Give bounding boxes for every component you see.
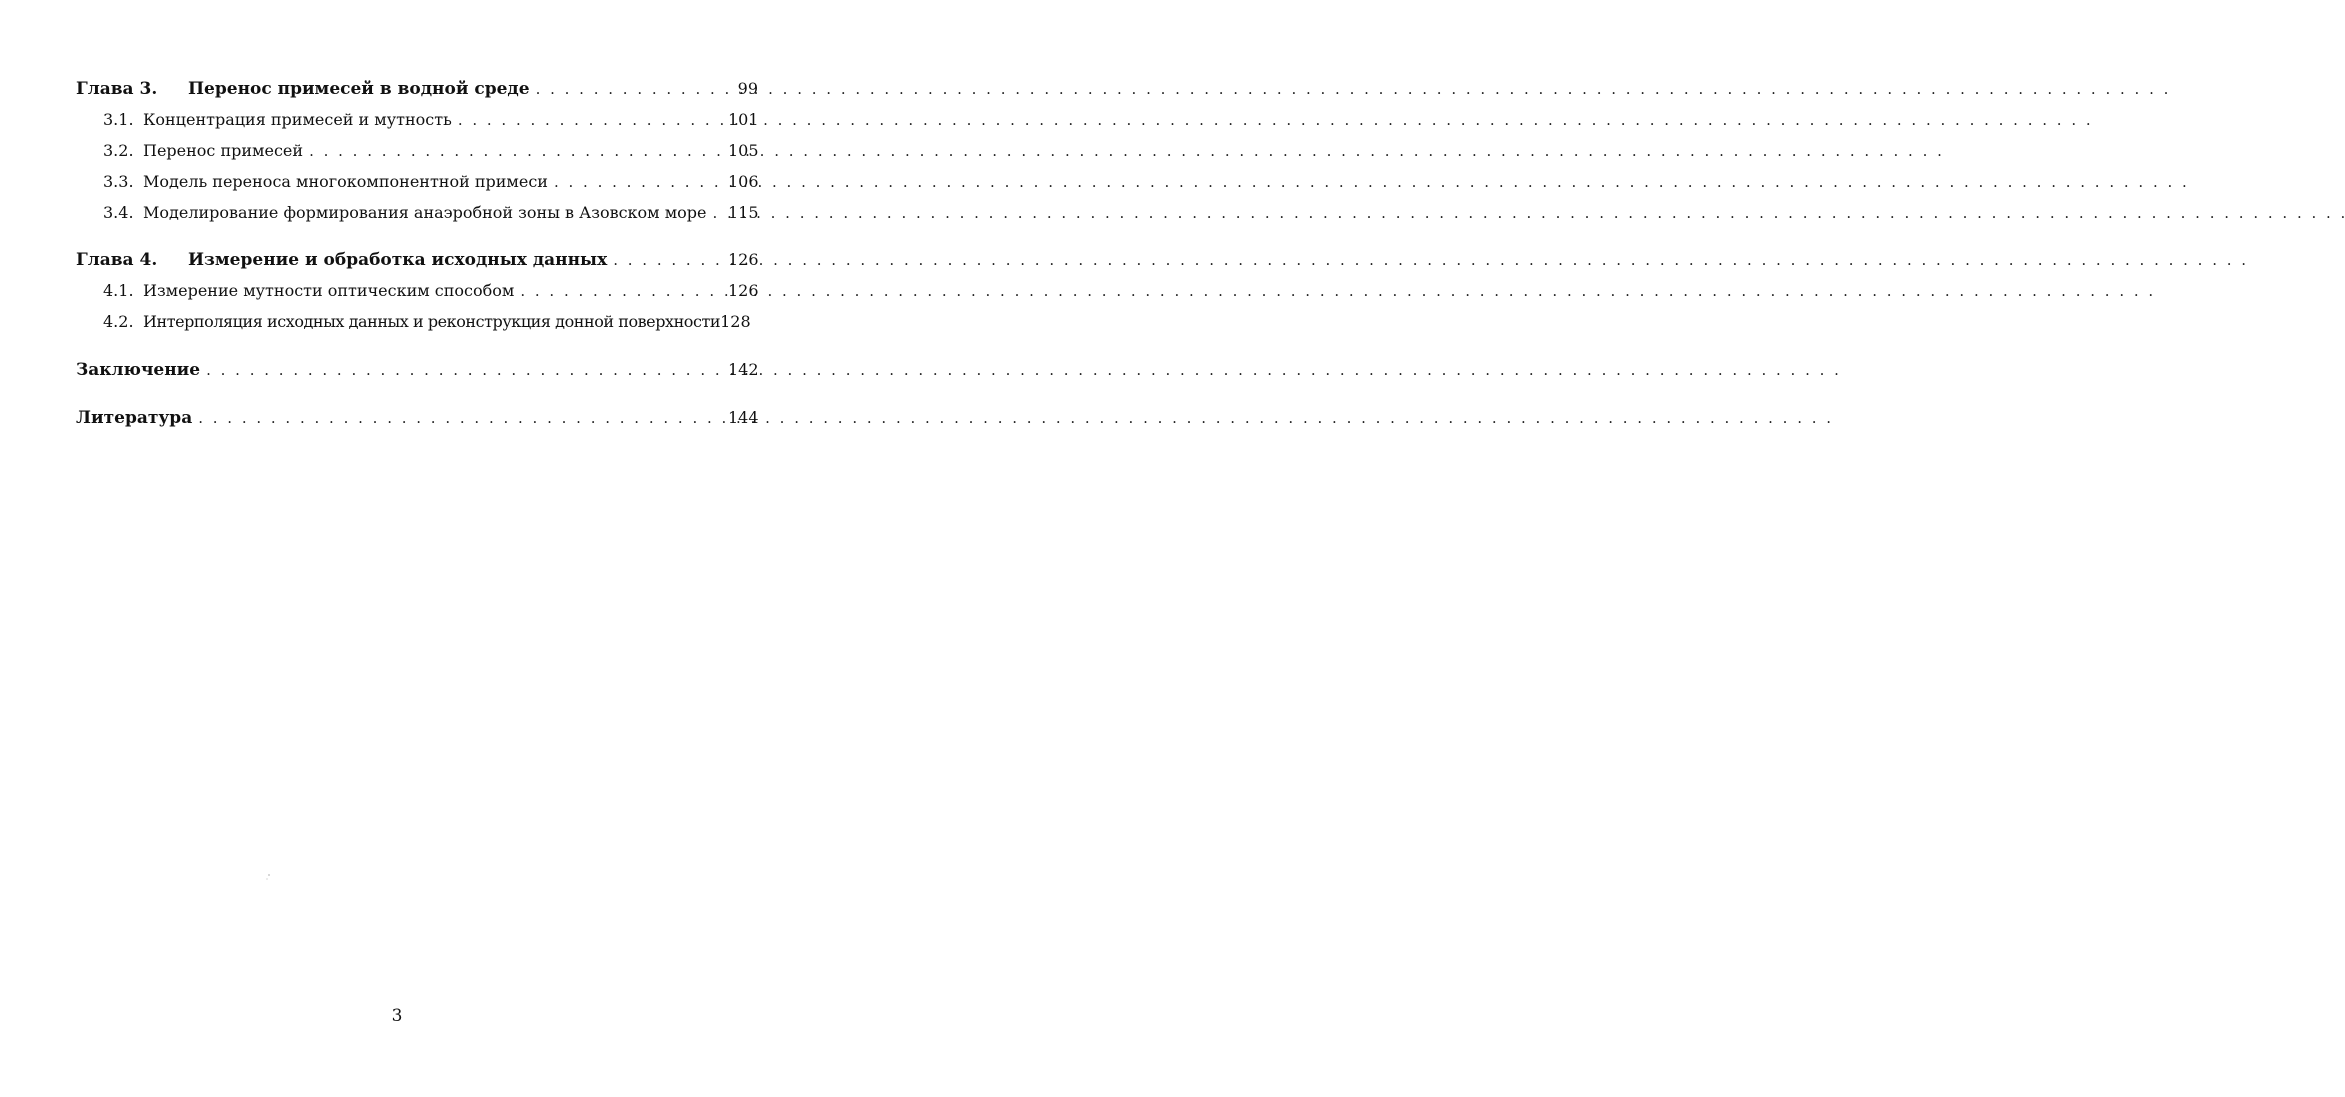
toc-section-3-3[interactable]	[76, 166, 758, 197]
chapter-title: Перенос примесей в водной среде	[188, 79, 530, 99]
page-ref: 99	[737, 79, 758, 98]
table-of-contents	[76, 73, 758, 433]
dot-leader	[514, 276, 728, 307]
section-number: 4.1.	[103, 281, 134, 300]
dot-leader	[607, 245, 728, 276]
toc-section-3-2[interactable]	[76, 135, 758, 166]
toc-conclusion[interactable]	[76, 354, 758, 385]
chapter-number: Глава 3.	[76, 79, 158, 99]
toc-section-3-4[interactable]	[76, 197, 758, 228]
page-ref: 105	[728, 141, 759, 160]
page-ref: 106	[728, 172, 759, 191]
dot-leader	[548, 167, 728, 198]
scan-speck	[266, 874, 270, 880]
section-title: Перенос примесей	[143, 141, 304, 160]
conclusion-title: Заключение	[76, 360, 201, 380]
dot-leader	[303, 136, 728, 167]
page-ref: 144	[728, 408, 759, 427]
chapter-number: Глава 4.	[76, 250, 158, 270]
literature-title: Литература	[76, 408, 193, 428]
toc-chapter-4[interactable]	[76, 244, 758, 275]
toc-section-4-2[interactable]	[76, 306, 758, 337]
section-number: 3.2.	[103, 141, 134, 160]
section-title: Моделирование формирования анаэробной зоны в Азовском море	[143, 203, 707, 222]
section-title: Измерение мутности оптическим способом	[143, 281, 515, 300]
page-ref: 101	[728, 110, 759, 129]
toc-section-4-1[interactable]	[76, 275, 758, 306]
page-ref: 126	[728, 281, 759, 300]
dot-leader	[192, 403, 728, 434]
dot-leader	[707, 198, 729, 229]
section-number: 3.4.	[103, 203, 134, 222]
section-number: 4.2.	[103, 312, 134, 331]
dot-leader	[200, 355, 728, 386]
page-number: 3	[391, 1006, 403, 1026]
section-title: Концентрация примесей и мутность	[143, 110, 452, 129]
section-number: 3.1.	[103, 110, 134, 129]
toc-chapter-3[interactable]	[76, 73, 758, 104]
toc-literature[interactable]	[76, 402, 758, 433]
page-ref: 126	[728, 250, 759, 269]
section-number: 3.3.	[103, 172, 134, 191]
chapter-title: Измерение и обработка исходных данных	[188, 250, 608, 270]
dot-leader	[452, 105, 728, 136]
page-ref: 142	[728, 360, 759, 379]
section-title: Интерполяция исходных данных и реконструкция донной поверхности	[143, 312, 721, 331]
page-ref: 115	[728, 203, 759, 222]
page-ref: 128	[720, 312, 751, 331]
section-title: Модель переноса многокомпонентной примеси	[143, 172, 548, 191]
toc-section-3-1[interactable]	[76, 104, 758, 135]
dot-leader	[530, 74, 728, 105]
